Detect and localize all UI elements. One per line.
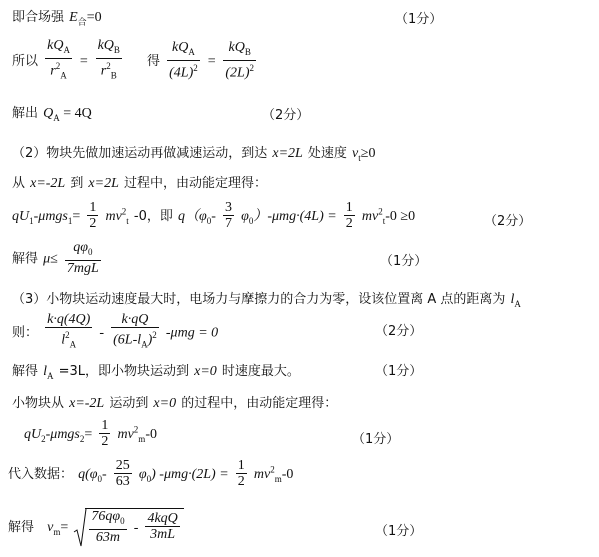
line2-frac1: $\frac{kQ_A}{r^2_A}$ [47, 38, 70, 81]
line-8 [12, 288, 521, 309]
line5-m2: x=2L [88, 176, 119, 191]
line14-frac2: $\frac{\text{4kqQ}}{3mL}$ [147, 511, 178, 543]
line-4 [12, 142, 375, 163]
line7-math: μ≤ [43, 251, 58, 267]
line5-m1: x=-2L [30, 176, 66, 191]
line-13: 代入数据： $q(\varphi_0-$ $\frac{25}{63}$ $\varphi_0$) -μmg·(2L) = $\frac{1}{2}$ $mv^2_m-0$ [8, 458, 294, 489]
line2-frac2: $\frac{kQ_B}{r^2_B}$ [97, 38, 120, 81]
line13-frac: $\frac{25}{63}$ [115, 458, 130, 489]
line-2: 所以 $\frac{kQ_A}{r^2_A}$ = $\frac{kQ_B}{r^2_B}$ 得 $\frac{kQ_A}{(4L)^2}$ = $\frac{kQ_B}{(2L)^2}$ [12, 38, 258, 83]
line-11: 小物块从 x=-2L 运动到 x=0 的过程中，由动能定理得： [12, 396, 338, 411]
line10-score: （1分） [375, 364, 423, 379]
line-5 [12, 172, 267, 192]
line7-score: （1分） [380, 254, 428, 269]
line3-score: （2分） [262, 108, 310, 123]
line6-half1: $\frac{1}{2}$ [89, 200, 97, 231]
line-7 [12, 240, 103, 276]
line2-frac3: $\frac{kQ_A}{(4L)^2}$ [169, 40, 198, 81]
line13-lead: 代入数据： [8, 467, 74, 482]
line12-half: $\frac{1}{2}$ [101, 418, 109, 449]
line5-t3: 过程中，由动能定理得： [123, 176, 267, 191]
line2-mid: 得 [147, 54, 161, 70]
line11-t1: 小物块从 [12, 396, 65, 411]
line1-text: 即合场强 [12, 10, 65, 25]
line-12: $qU_2-\mu mgs_2=$ $\frac{1}{2}$ $mv^2_m-0$ [24, 418, 157, 449]
line6-tail: -0，即 [133, 209, 173, 224]
line9-score: （2分） [375, 324, 423, 339]
line-14: 解得 $v_m=$ $\frac{76q\varphi_0}{63m}$ - $\frac{\text{4kqQ}}{3mL}$ [8, 508, 184, 545]
line9-frac1: $\frac{k\cdot q(4Q)}{l^2_A}$ [47, 312, 91, 350]
line10-lead: 解得 [12, 364, 39, 379]
line8-text: （3）小物块运动速度最大时，电场力与摩擦力的合力为零，设该位置离 A 点的距离为 [12, 292, 506, 307]
line7-lead: 解得 [12, 251, 39, 267]
line11-t2: 运动到 [109, 396, 149, 411]
line5-t1: 从 [12, 176, 26, 191]
line5-t2: 到 [70, 176, 84, 191]
line3-math: $Q_A = 4Q$ [43, 106, 92, 123]
line6-frac37: $\frac{3}{7}$ [224, 200, 232, 231]
line4-math2: $v_t\ge 0$ [352, 146, 376, 163]
line-9: 则： $\frac{k\cdot q(4Q)}{l^2_A}$ - $\frac{k\cdot qQ}{(6L-l_A)^2}$ -μmg = 0 [12, 312, 218, 352]
line9-lead: 则： [12, 325, 39, 341]
line14-lead: 解得 [8, 519, 35, 535]
line-10: 解得 $l_A =3L$，即小物块运动到 x=0 时速度最大。 [12, 364, 300, 381]
line12-score: （1分） [352, 432, 400, 447]
line-6: $qU_1-\mu mgs_1=$ $\frac{1}{2}$ $mv^2_t$ -0，即 $q(\varphi_0-$ $\frac{3}{7}$ $\varphi_0)-\mu mg\cdot(4L)$ = $\frac{1}{2}$ $mv^2_t-0 \ge 0$ [12, 200, 416, 231]
line2-frac4: $\frac{kQ_B}{(2L)^2}$ [225, 40, 255, 81]
line6-half2: $\frac{1}{2}$ [345, 200, 353, 231]
line9-frac2: $\frac{k\cdot qQ}{(6L-l_A)^2}$ [113, 312, 157, 350]
line7-frac: $\frac{q\varphi_0}{\text{7mgL}}$ [66, 240, 99, 276]
line14-frac1: $\frac{76q\varphi_0}{63m}$ [91, 509, 125, 545]
line-3 [12, 102, 92, 123]
line11-t3: 的过程中，由动能定理得： [181, 396, 338, 411]
line3-lead: 解出 [12, 106, 39, 121]
line13-half: $\frac{1}{2}$ [237, 458, 245, 489]
line4-mid: 处速度 [307, 146, 347, 161]
line1-math: $E_合=0$ [69, 10, 102, 27]
line4-text: （2）物块先做加速运动再做减速运动，到达 [12, 146, 268, 161]
line1-score: （1分） [395, 12, 443, 27]
line2-lead: 所以 [12, 54, 39, 70]
line4-math1: x=2L [272, 146, 303, 161]
line14-score: （1分） [375, 524, 423, 539]
line-1 [12, 6, 102, 28]
line6-score: （2分） [484, 214, 532, 229]
sqrt-symbol: $\frac{76q\varphi_0}{63m}$ - $\frac{\text{4kqQ}}{3mL}$ [73, 508, 183, 545]
line8-math: $l_A$ [510, 292, 521, 309]
line10-rest: =3L，即小物块运动到 [58, 364, 190, 379]
line10-tail: 时速度最大。 [221, 364, 300, 379]
